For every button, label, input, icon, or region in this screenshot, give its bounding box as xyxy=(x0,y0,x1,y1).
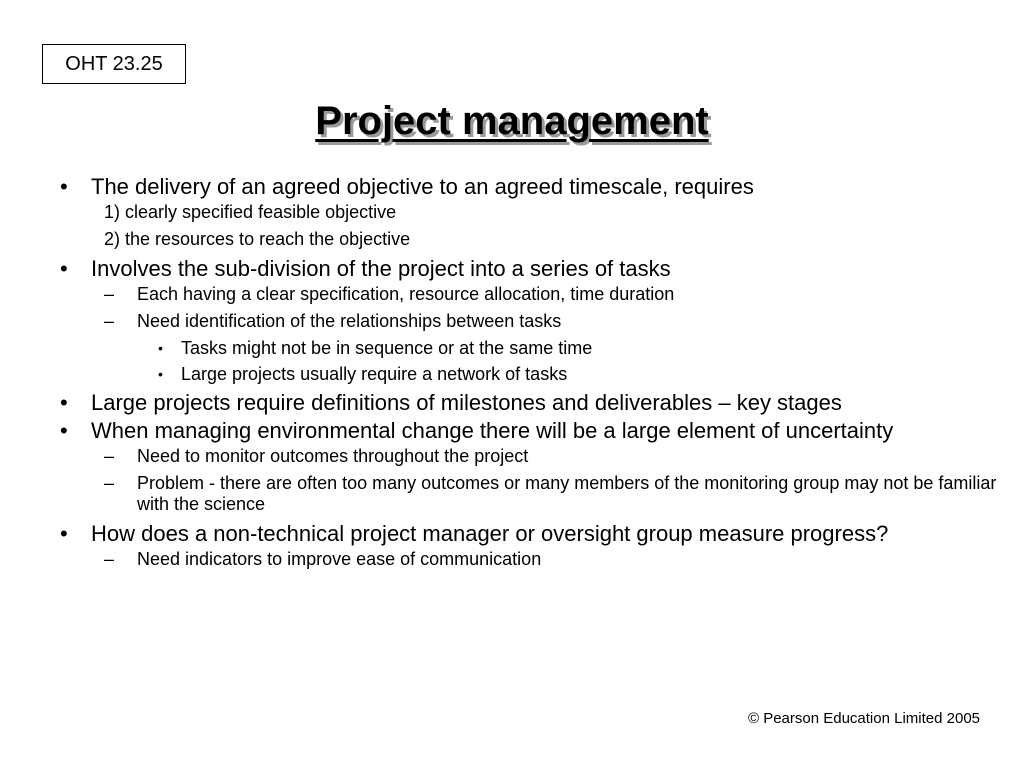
sub-bullet-text: Need indicators to improve ease of communication xyxy=(137,549,542,569)
numbered-item xyxy=(0,202,1000,223)
sub-sub-bullet-item xyxy=(0,338,1000,359)
bullet-icon xyxy=(60,174,68,199)
sub-sub-bullet-text: Large projects usually require a network of tasks xyxy=(181,364,568,384)
sub-bullet-item xyxy=(0,284,1000,305)
bullet-list xyxy=(0,174,1000,576)
numbered-text: 1) clearly specified feasible objective xyxy=(104,202,397,222)
small-bullet-icon xyxy=(158,338,163,359)
bullet-icon xyxy=(60,390,68,415)
sub-bullet-item xyxy=(0,473,1000,515)
bullet-item xyxy=(0,256,1000,281)
bullet-item xyxy=(0,418,1000,443)
dash-icon xyxy=(104,311,114,332)
dash-icon xyxy=(104,446,114,467)
numbered-text: 2) the resources to reach the objective xyxy=(104,229,411,249)
bullet-text: When managing environmental change there will be a large element of uncertainty xyxy=(91,418,894,443)
slide-title: Project management xyxy=(315,99,709,143)
sub-sub-bullet-item xyxy=(0,364,1000,385)
bullet-text: How does a non-technical project manager or oversight group measure progress? xyxy=(91,521,889,546)
bullet-item xyxy=(0,174,1000,199)
slide-label: OHT 23.25 xyxy=(42,44,186,84)
sub-bullet-text: Problem - there are often too many outcomes or many members of the monitoring group may not be familiar with the science xyxy=(137,473,997,514)
bullet-icon xyxy=(60,418,68,443)
bullet-text: Involves the sub-division of the project into a series of tasks xyxy=(91,256,671,281)
bullet-text: The delivery of an agreed objective to an agreed timescale, requires xyxy=(91,174,754,199)
sub-sub-bullet-text: Tasks might not be in sequence or at the same time xyxy=(181,338,593,358)
sub-bullet-text: Each having a clear specification, resource allocation, time duration xyxy=(137,284,675,304)
sub-bullet-text: Need to monitor outcomes throughout the project xyxy=(137,446,529,466)
dash-icon xyxy=(104,473,114,494)
copyright-footer: © Pearson Education Limited 2005 xyxy=(747,710,980,727)
bullet-icon xyxy=(60,256,68,281)
sub-bullet-item xyxy=(0,549,1000,570)
small-bullet-icon xyxy=(158,364,163,385)
dash-icon xyxy=(104,549,114,570)
bullet-item xyxy=(0,390,1000,415)
bullet-text: Large projects require definitions of milestones and deliverables – key stages xyxy=(91,390,842,415)
numbered-item xyxy=(0,229,1000,250)
bullet-item xyxy=(0,521,1000,546)
bullet-icon xyxy=(60,521,68,546)
sub-bullet-item xyxy=(0,311,1000,332)
sub-bullet-text: Need identification of the relationships between tasks xyxy=(137,311,562,331)
dash-icon xyxy=(104,284,114,305)
sub-bullet-item xyxy=(0,446,1000,467)
